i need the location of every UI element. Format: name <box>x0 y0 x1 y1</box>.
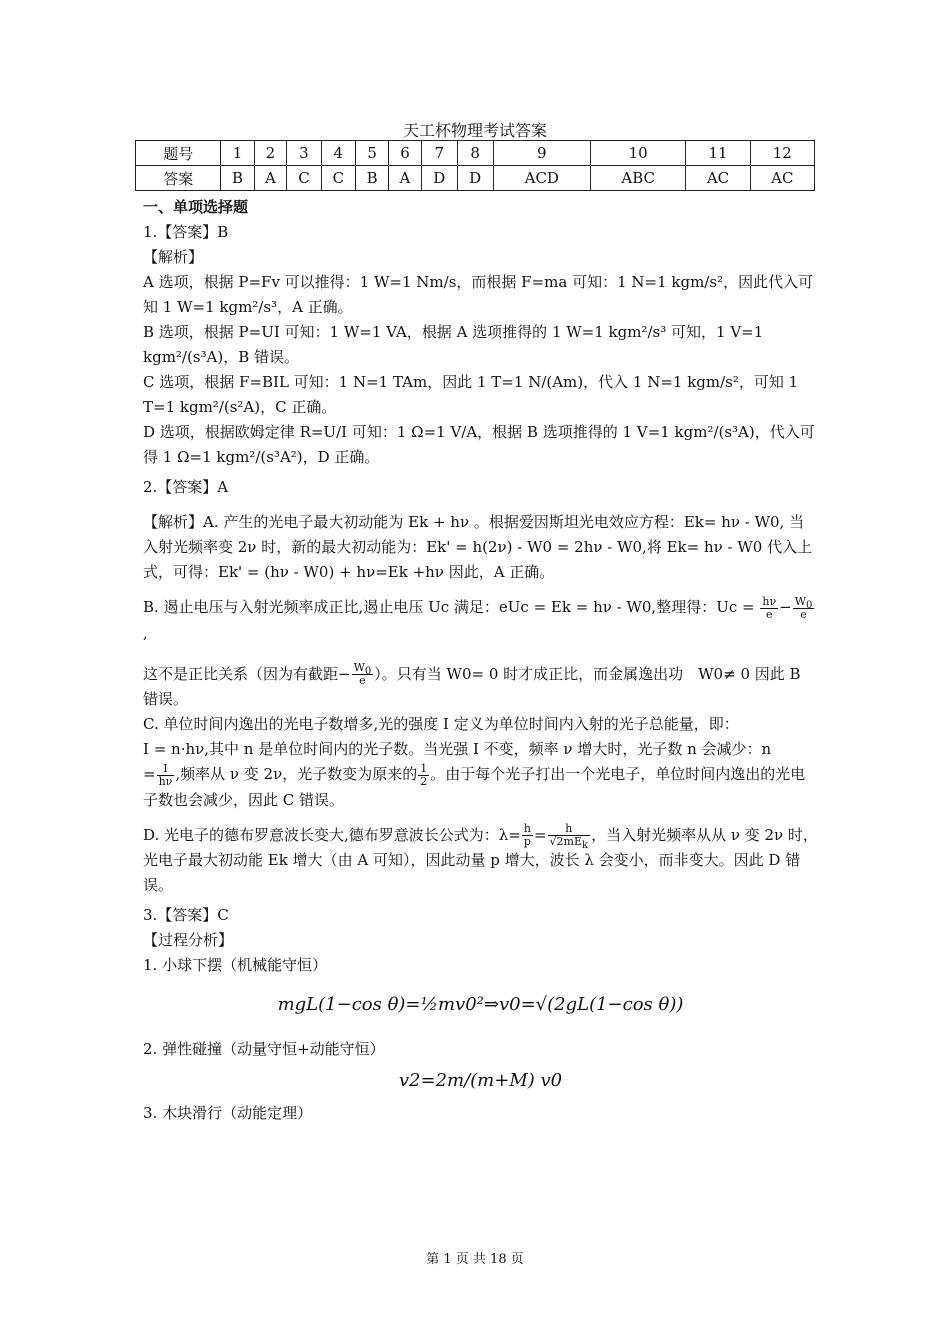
table-cell: 10 <box>590 141 685 166</box>
q2-option-b-line: B. 遏止电压与入射光频率成正比,遏止电压 Uc 满足：eUc = Ek = hν - W0,整理得：Uc = $\frac{h\nu}{e}$ − $\frac{W_0}{e}$ , <box>143 594 813 642</box>
q2-option-b-text: B. 遏止电压与入射光频率成正比,遏止电压 Uc 满足：eUc = Ek = hν - W0,整理得：Uc = <box>143 598 755 616</box>
q2-option-c-pre: = <box>143 765 156 783</box>
table-cell: AC <box>686 166 750 191</box>
answer-content <box>143 195 818 1126</box>
fraction-h-over-sqrt: $\frac{h}{√2mE_k}$ <box>549 822 589 852</box>
q2-option-a: 【解析】A. 产生的光电子最大初动能为 Ek + hν 。根据爱因斯坦光电效应方程：Ek= hν - W0, 当入射光频率变 2ν 时，新的最大初动能为：Ek' = h(2ν) - W0 = 2hν - W0,将 Ek= hν - W0 代入上式，可得：Ek' = (hν - W0) + hν=Ek +hν 因此，A 正确。 <box>143 513 813 581</box>
table-cell: A <box>254 166 287 191</box>
q2-option-c-3 <box>143 762 818 813</box>
q2-option-c-2: I = n·hν,其中 n 是单位时间内的光子数。当光强 I 不变，频率 ν 增大时，光子数 n 会减少：n <box>143 740 772 758</box>
q2-option-c-1: C. 单位时间内逸出的光电子数增多,光的强度 I 定义为单位时间内入射的光子总能量，即： <box>143 715 739 733</box>
q2-option-c-mid: ,频率从 ν 变 2ν，光子数变为原来的 <box>175 765 418 783</box>
q3-process-label: 【过程分析】 <box>143 931 234 949</box>
fraction-intercept: $\frac{W_0}{e}$ <box>353 661 372 687</box>
fraction-w0-over-e: $\frac{W_0}{e}$ <box>794 594 813 621</box>
table-cell: 11 <box>686 141 750 166</box>
q2-option-d-pre: D. 光电子的德布罗意波长变大,德布罗意波长公式为：λ= <box>143 825 521 844</box>
table-answer-label: 答案 <box>136 166 221 191</box>
table-cell: 3 <box>287 141 321 166</box>
q2-option-b-post: ）。只有当 W0= 0 时才成正比，而金属逸出功 W0≠ 0 因此 B 错误。 <box>143 664 801 708</box>
q1-answer: 1.【答案】B <box>143 223 229 241</box>
q3-step-1: 1. 小球下摆（机械能守恒） <box>143 956 328 974</box>
page-footer: 第 1 页 共 18 页 <box>426 1252 524 1267</box>
table-cell: D <box>457 166 493 191</box>
table-cell: 6 <box>389 141 422 166</box>
table-cell: 4 <box>321 141 355 166</box>
q2-answer: 2.【答案】A <box>143 478 229 496</box>
table-cell: B <box>356 166 389 191</box>
q1-option-b: B 选项，根据 P=UI 可知：1 W=1 VA，根据 A 选项推得的 1 W=1 kgm²/s³ 可知，1 V=1 kgm²/(s³A)，B 错误。 <box>143 323 764 366</box>
q1-analysis-label: 【解析】 <box>143 248 204 266</box>
table-cell: 8 <box>457 141 493 166</box>
table-cell: ACD <box>493 166 590 191</box>
table-cell: ABC <box>590 166 685 191</box>
section-heading: 一、单项选择题 <box>143 198 249 216</box>
q3-answer: 3.【答案】C <box>143 906 229 924</box>
fraction-one-half: $\frac{1}{2}$ <box>420 761 428 788</box>
table-header-label: 题号 <box>136 141 221 166</box>
table-cell: 12 <box>750 141 814 166</box>
fraction-i-over-hv: $\frac{I}{h\nu}$ <box>158 761 173 788</box>
table-cell: 9 <box>493 141 590 166</box>
table-cell: D <box>421 166 457 191</box>
formula-energy-conservation: mgL(1−cos θ)=½mv0²⇒v0=√(2gL(1−cos θ)) <box>277 994 684 1015</box>
fraction-h-over-p: $\frac{h}{p}$ <box>523 822 531 848</box>
table-cell: B <box>221 166 254 191</box>
q2-option-d: D. 光电子的德布罗意波长变大,德布罗意波长公式为：λ= $\frac{h}{p}$ = $\frac{h}{√2mE_k}$ ，当入射光频率从从 ν 变 2ν 时，光电子最大初动能 Ek 增大（由 A 可知），因此动量 p 增大，波长 λ 会变小，而非变大。因此 D 错误。 <box>143 822 818 894</box>
table-row-answers <box>136 166 815 191</box>
fraction-hv-over-e: $\frac{h\nu}{e}$ <box>762 594 777 621</box>
table-cell: 5 <box>356 141 389 166</box>
table-cell: 7 <box>421 141 457 166</box>
table-cell: 2 <box>254 141 287 166</box>
page-title: 天工杯物理考试答案 <box>402 121 547 140</box>
q3-step-2: 2. 弹性碰撞（动量守恒+动能守恒） <box>143 1040 385 1058</box>
q2-option-b-mid: 这不是正比关系（因为有截距− <box>143 664 351 683</box>
q2-option-d-post: ，当入射光频率从从 ν 变 2ν 时，光电子最大初动能 Ek 增大（由 A 可知），因此动量 p 增大，波长 λ 会变小，而非变大。因此 D 错误。 <box>143 825 818 894</box>
table-cell: C <box>287 166 321 191</box>
table-cell: A <box>389 166 422 191</box>
answer-table <box>135 140 815 191</box>
table-cell: C <box>321 166 355 191</box>
q2-option-c-post: 。由于每个光子打出一个光电子，单位时间内逸出的光电子数也会减少，因此 C 错误。 <box>143 765 806 809</box>
table-cell: 1 <box>221 141 254 166</box>
q3-step-3: 3. 木块滑行（动能定理） <box>143 1104 313 1122</box>
table-row-numbers <box>136 141 815 166</box>
q1-option-a: A 选项，根据 P=Fv 可以推得：1 W=1 Nm/s，而根据 F=ma 可知：1 N=1 kgm/s²，因此代入可知 1 W=1 kgm²/s³，A 正确。 <box>143 273 814 316</box>
q2-option-b-cont <box>143 662 818 713</box>
table-cell: AC <box>750 166 814 191</box>
q1-option-c: C 选项，根据 F=BIL 可知：1 N=1 TAm，因此 1 T=1 N/(Am)，代入 1 N=1 kgm/s²，可知 1 T=1 kgm²/(s²A)，C 正确。 <box>143 373 799 416</box>
formula-elastic-collision: v2=2m/(m+M) v0 <box>398 1070 563 1091</box>
q1-option-d: D 选项，根据欧姆定律 R=U/I 可知：1 Ω=1 V/A，根据 B 选项推得的 1 V=1 kgm²/(s³A)，代入可得 1 Ω=1 kgm²/(s³A²)，D 正确。 <box>143 423 815 466</box>
